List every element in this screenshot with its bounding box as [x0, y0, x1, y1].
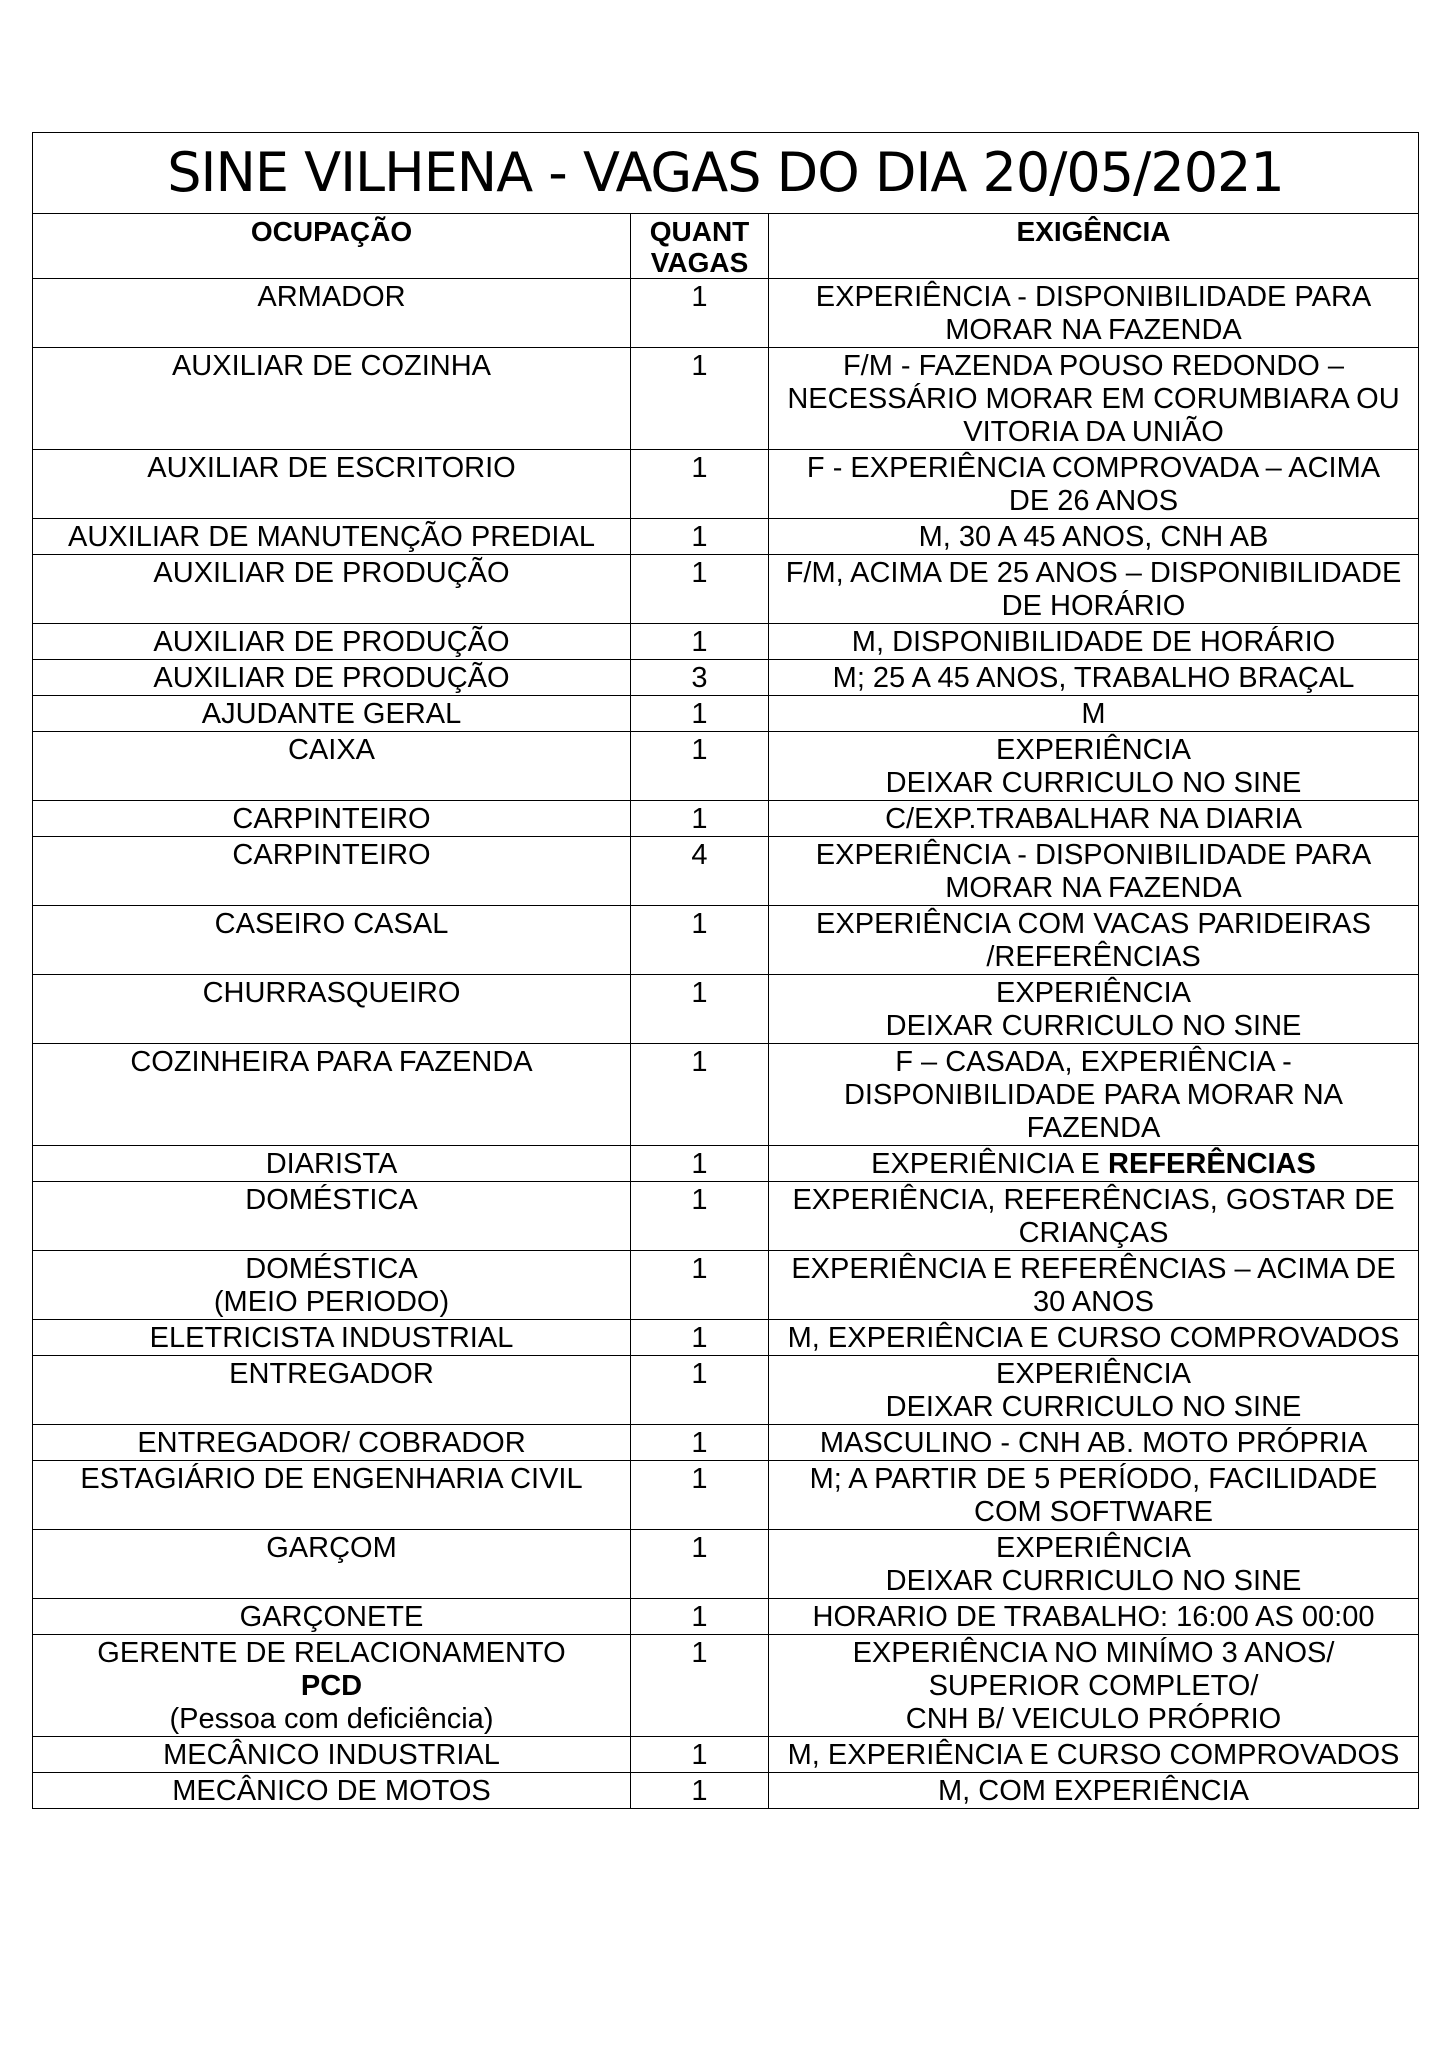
requirement-text: EXPERIÊNCIA: [996, 977, 1191, 1009]
requirement-text: SUPERIOR COMPLETO/: [928, 1670, 1259, 1702]
occupation-cell: [33, 450, 631, 519]
requirement-text: FAZENDA: [1026, 1112, 1161, 1144]
requirement-text: DISPONIBILIDADE PARA MORAR NA: [843, 1079, 1344, 1111]
occupation-cell: [33, 660, 631, 696]
requirement-cell: [769, 1635, 1419, 1737]
table-row: [33, 279, 1419, 348]
occupation-text: AJUDANTE GERAL: [201, 698, 462, 730]
table-row: [33, 1320, 1419, 1356]
occupation-cell: [33, 1461, 631, 1530]
requirement-cell: [769, 732, 1419, 801]
table-row: [33, 1599, 1419, 1635]
requirement-text: CNH B/ VEICULO PRÓPRIO: [905, 1703, 1282, 1735]
occupation-cell: [33, 1356, 631, 1425]
requirement-cell: [769, 837, 1419, 906]
occupation-text: COZINHEIRA PARA FAZENDA: [130, 1046, 533, 1078]
quantity-cell: 1: [631, 1356, 769, 1425]
occupation-cell: [33, 1599, 631, 1635]
quantity-cell: 1: [631, 555, 769, 624]
requirement-cell: [769, 1425, 1419, 1461]
occupation-text: CHURRASQUEIRO: [202, 977, 461, 1009]
occupation-cell: [33, 555, 631, 624]
requirement-text: M, 30 A 45 ANOS, CNH AB: [918, 521, 1269, 553]
table-row: [33, 1182, 1419, 1251]
vacancy-table: [32, 132, 1419, 1809]
occupation-text: MECÂNICO DE MOTOS: [172, 1775, 491, 1807]
requirement-cell: [769, 696, 1419, 732]
occupation-text: AUXILIAR DE PRODUÇÃO: [153, 626, 510, 658]
occupation-text: AUXILIAR DE PRODUÇÃO: [153, 557, 510, 589]
quantity-cell: 1: [631, 975, 769, 1044]
table-row: [33, 696, 1419, 732]
quantity-cell: 1: [631, 1635, 769, 1737]
quantity-cell: 1: [631, 1044, 769, 1146]
header-ocupacao: OCUPAÇÃO: [33, 214, 631, 279]
occupation-cell: [33, 279, 631, 348]
requirement-text: M, COM EXPERIÊNCIA: [938, 1775, 1249, 1807]
occupation-text: DIARISTA: [265, 1148, 398, 1180]
header-quant-line: QUANT: [649, 216, 750, 247]
requirement-text: MASCULINO - CNH AB. MOTO PRÓPRIA: [819, 1427, 1368, 1459]
requirement-text: F - EXPERIÊNCIA COMPROVADA – ACIMA: [806, 452, 1381, 484]
requirement-text: MORAR NA FAZENDA: [945, 872, 1242, 904]
requirement-cell: [769, 1320, 1419, 1356]
occupation-text: ESTAGIÁRIO DE ENGENHARIA CIVIL: [80, 1463, 583, 1495]
header-exigencia: EXIGÊNCIA: [769, 214, 1419, 279]
table-row: [33, 837, 1419, 906]
requirement-text: M; A PARTIR DE 5 PERÍODO, FACILIDADE: [809, 1463, 1378, 1495]
table-row: [33, 975, 1419, 1044]
requirement-text: NECESSÁRIO MORAR EM CORUMBIARA OU: [787, 383, 1400, 415]
requirement-text: EXPERIÊNCIA: [996, 1532, 1191, 1564]
requirement-text: DEIXAR CURRICULO NO SINE: [885, 767, 1302, 799]
table-row: [33, 348, 1419, 450]
table-row: [33, 1146, 1419, 1182]
table-row: [33, 1044, 1419, 1146]
requirement-cell: [769, 1737, 1419, 1773]
table-row: [33, 450, 1419, 519]
occupation-text: MECÂNICO INDUSTRIAL: [163, 1739, 500, 1771]
occupation-cell: [33, 1635, 631, 1737]
quantity-cell: 1: [631, 1599, 769, 1635]
table-row: [33, 906, 1419, 975]
table-row: [33, 1737, 1419, 1773]
occupation-cell: [33, 1320, 631, 1356]
requirement-text: COM SOFTWARE: [974, 1496, 1213, 1528]
quantity-cell: 1: [631, 279, 769, 348]
occupation-cell: [33, 1044, 631, 1146]
requirement-text: EXPERIÊNCIA: [996, 1358, 1191, 1390]
requirement-bold-text: REFERÊNCIAS: [1108, 1148, 1316, 1180]
table-row: [33, 1461, 1419, 1530]
quantity-cell: 1: [631, 624, 769, 660]
occupation-cell: [33, 732, 631, 801]
occupation-cell: [33, 975, 631, 1044]
requirement-text: EXPERIÊNCIA - DISPONIBILIDADE PARA: [815, 281, 1372, 313]
occupation-note: (Pessoa com deficiência): [169, 1703, 494, 1735]
occupation-text: CARPINTEIRO: [232, 803, 431, 835]
occupation-text: DOMÉSTICA: [245, 1253, 418, 1285]
requirement-text: DEIXAR CURRICULO NO SINE: [885, 1565, 1302, 1597]
requirement-cell: [769, 555, 1419, 624]
quantity-cell: 4: [631, 837, 769, 906]
requirement-text: HORARIO DE TRABALHO: 16:00 AS 00:00: [812, 1601, 1375, 1633]
requirement-cell: [769, 801, 1419, 837]
occupation-cell: [33, 837, 631, 906]
occupation-cell: [33, 1182, 631, 1251]
requirement-cell: [769, 348, 1419, 450]
requirement-cell: [769, 1599, 1419, 1635]
requirement-text: EXPERIÊNCIA NO MINÍMO 3 ANOS/: [852, 1637, 1335, 1669]
table-row: [33, 1251, 1419, 1320]
requirement-text: EXPERIÊNICIA E: [871, 1148, 1109, 1180]
table-header-row: [33, 214, 1419, 279]
occupation-text: CAIXA: [287, 734, 376, 766]
quantity-cell: 1: [631, 1461, 769, 1530]
table-row: [33, 1425, 1419, 1461]
requirement-text: CRIANÇAS: [1018, 1217, 1169, 1249]
occupation-text: AUXILIAR DE MANUTENÇÃO PREDIAL: [68, 521, 595, 553]
requirement-cell: [769, 1044, 1419, 1146]
table-row: [33, 801, 1419, 837]
quantity-cell: 1: [631, 1773, 769, 1809]
requirement-text: M, EXPERIÊNCIA E CURSO COMPROVADOS: [787, 1322, 1400, 1354]
quantity-cell: 1: [631, 1530, 769, 1599]
occupation-cell: [33, 624, 631, 660]
requirement-text: F – CASADA, EXPERIÊNCIA -: [895, 1046, 1292, 1078]
requirement-text: F/M - FAZENDA POUSO REDONDO –: [842, 350, 1345, 382]
table-row: [33, 660, 1419, 696]
occupation-text: GARÇOM: [266, 1532, 397, 1564]
requirement-text: VITORIA DA UNIÃO: [963, 416, 1224, 448]
requirement-text: /REFERÊNCIAS: [986, 941, 1201, 973]
requirement-text: EXPERIÊNCIA: [996, 734, 1191, 766]
requirement-text: EXPERIÊNCIA - DISPONIBILIDADE PARA: [815, 839, 1372, 871]
requirement-text: M; 25 A 45 ANOS, TRABALHO BRAÇAL: [832, 662, 1355, 694]
requirement-cell: [769, 1182, 1419, 1251]
requirement-text: F/M, ACIMA DE 25 ANOS – DISPONIBILIDADE: [785, 557, 1402, 589]
quantity-cell: 1: [631, 1182, 769, 1251]
occupation-cell: [33, 1737, 631, 1773]
table-row: [33, 732, 1419, 801]
occupation-cell: [33, 1251, 631, 1320]
requirement-cell: [769, 1356, 1419, 1425]
requirement-cell: [769, 519, 1419, 555]
occupation-text: CARPINTEIRO: [232, 839, 431, 871]
quantity-cell: 1: [631, 732, 769, 801]
quantity-cell: 1: [631, 906, 769, 975]
quantity-cell: 1: [631, 1251, 769, 1320]
occupation-text: GARÇONETE: [239, 1601, 424, 1633]
requirement-cell: [769, 660, 1419, 696]
table-row: [33, 1635, 1419, 1737]
quantity-cell: 1: [631, 696, 769, 732]
requirement-cell: [769, 975, 1419, 1044]
occupation-cell: [33, 696, 631, 732]
header-quant-vagas: [631, 214, 769, 279]
occupation-cell: [33, 801, 631, 837]
requirement-cell: [769, 1773, 1419, 1809]
requirement-text: DE HORÁRIO: [1001, 590, 1186, 622]
table-row: [33, 1356, 1419, 1425]
requirement-text: 30 ANOS: [1033, 1286, 1154, 1318]
requirement-cell: [769, 624, 1419, 660]
requirement-text: DE 26 ANOS: [1008, 485, 1179, 517]
requirement-text: DEIXAR CURRICULO NO SINE: [885, 1391, 1302, 1423]
occupation-text: AUXILIAR DE PRODUÇÃO: [153, 662, 510, 694]
occupation-text: ENTREGADOR/ COBRADOR: [137, 1427, 526, 1459]
page-title: SINE VILHENA - VAGAS DO DIA 20/05/2021: [33, 133, 1419, 214]
table-row: [33, 1773, 1419, 1809]
occupation-text: AUXILIAR DE COZINHA: [171, 350, 492, 382]
occupation-cell: [33, 348, 631, 450]
quantity-cell: 3: [631, 660, 769, 696]
requirement-cell: [769, 906, 1419, 975]
table-row: [33, 1530, 1419, 1599]
quantity-cell: 1: [631, 1320, 769, 1356]
occupation-text: GERENTE DE RELACIONAMENTO: [97, 1637, 566, 1669]
table-body: [33, 279, 1419, 1809]
occupation-cell: [33, 519, 631, 555]
requirement-cell: [769, 1146, 1419, 1182]
occupation-cell: [33, 1773, 631, 1809]
occupation-cell: [33, 906, 631, 975]
quantity-cell: 1: [631, 348, 769, 450]
table-row: [33, 555, 1419, 624]
requirement-text: EXPERIÊNCIA, REFERÊNCIAS, GOSTAR DE: [792, 1184, 1395, 1216]
requirement-cell: [769, 279, 1419, 348]
requirement-text: C/EXP.TRABALHAR NA DIARIA: [885, 803, 1302, 835]
occupation-bold-text: PCD: [300, 1670, 363, 1702]
requirement-text: MORAR NA FAZENDA: [945, 314, 1242, 346]
requirement-text: M, EXPERIÊNCIA E CURSO COMPROVADOS: [787, 1739, 1400, 1771]
requirement-cell: [769, 450, 1419, 519]
table-row: [33, 519, 1419, 555]
header-vagas-line: VAGAS: [650, 247, 749, 278]
occupation-text: DOMÉSTICA: [245, 1184, 418, 1216]
requirement-cell: [769, 1461, 1419, 1530]
occupation-text: CASEIRO CASAL: [214, 908, 449, 940]
requirement-cell: [769, 1530, 1419, 1599]
occupation-cell: [33, 1425, 631, 1461]
quantity-cell: 1: [631, 1146, 769, 1182]
occupation-cell: [33, 1146, 631, 1182]
occupation-cell: [33, 1530, 631, 1599]
occupation-text: ELETRICISTA INDUSTRIAL: [149, 1322, 514, 1354]
occupation-text: ENTREGADOR: [229, 1358, 434, 1390]
quantity-cell: 1: [631, 1425, 769, 1461]
requirement-text: EXPERIÊNCIA COM VACAS PARIDEIRAS: [816, 908, 1371, 940]
requirement-text: DEIXAR CURRICULO NO SINE: [885, 1010, 1302, 1042]
occupation-text: ARMADOR: [257, 281, 406, 313]
requirement-text: EXPERIÊNCIA E REFERÊNCIAS – ACIMA DE: [791, 1253, 1396, 1285]
requirement-text: M, DISPONIBILIDADE DE HORÁRIO: [851, 626, 1336, 658]
quantity-cell: 1: [631, 519, 769, 555]
quantity-cell: 1: [631, 1737, 769, 1773]
occupation-text: (MEIO PERIODO): [213, 1286, 450, 1318]
quantity-cell: 1: [631, 801, 769, 837]
occupation-text: AUXILIAR DE ESCRITORIO: [147, 452, 516, 484]
requirement-cell: [769, 1251, 1419, 1320]
requirement-text: M: [1081, 698, 1106, 730]
quantity-cell: 1: [631, 450, 769, 519]
table-row: [33, 624, 1419, 660]
